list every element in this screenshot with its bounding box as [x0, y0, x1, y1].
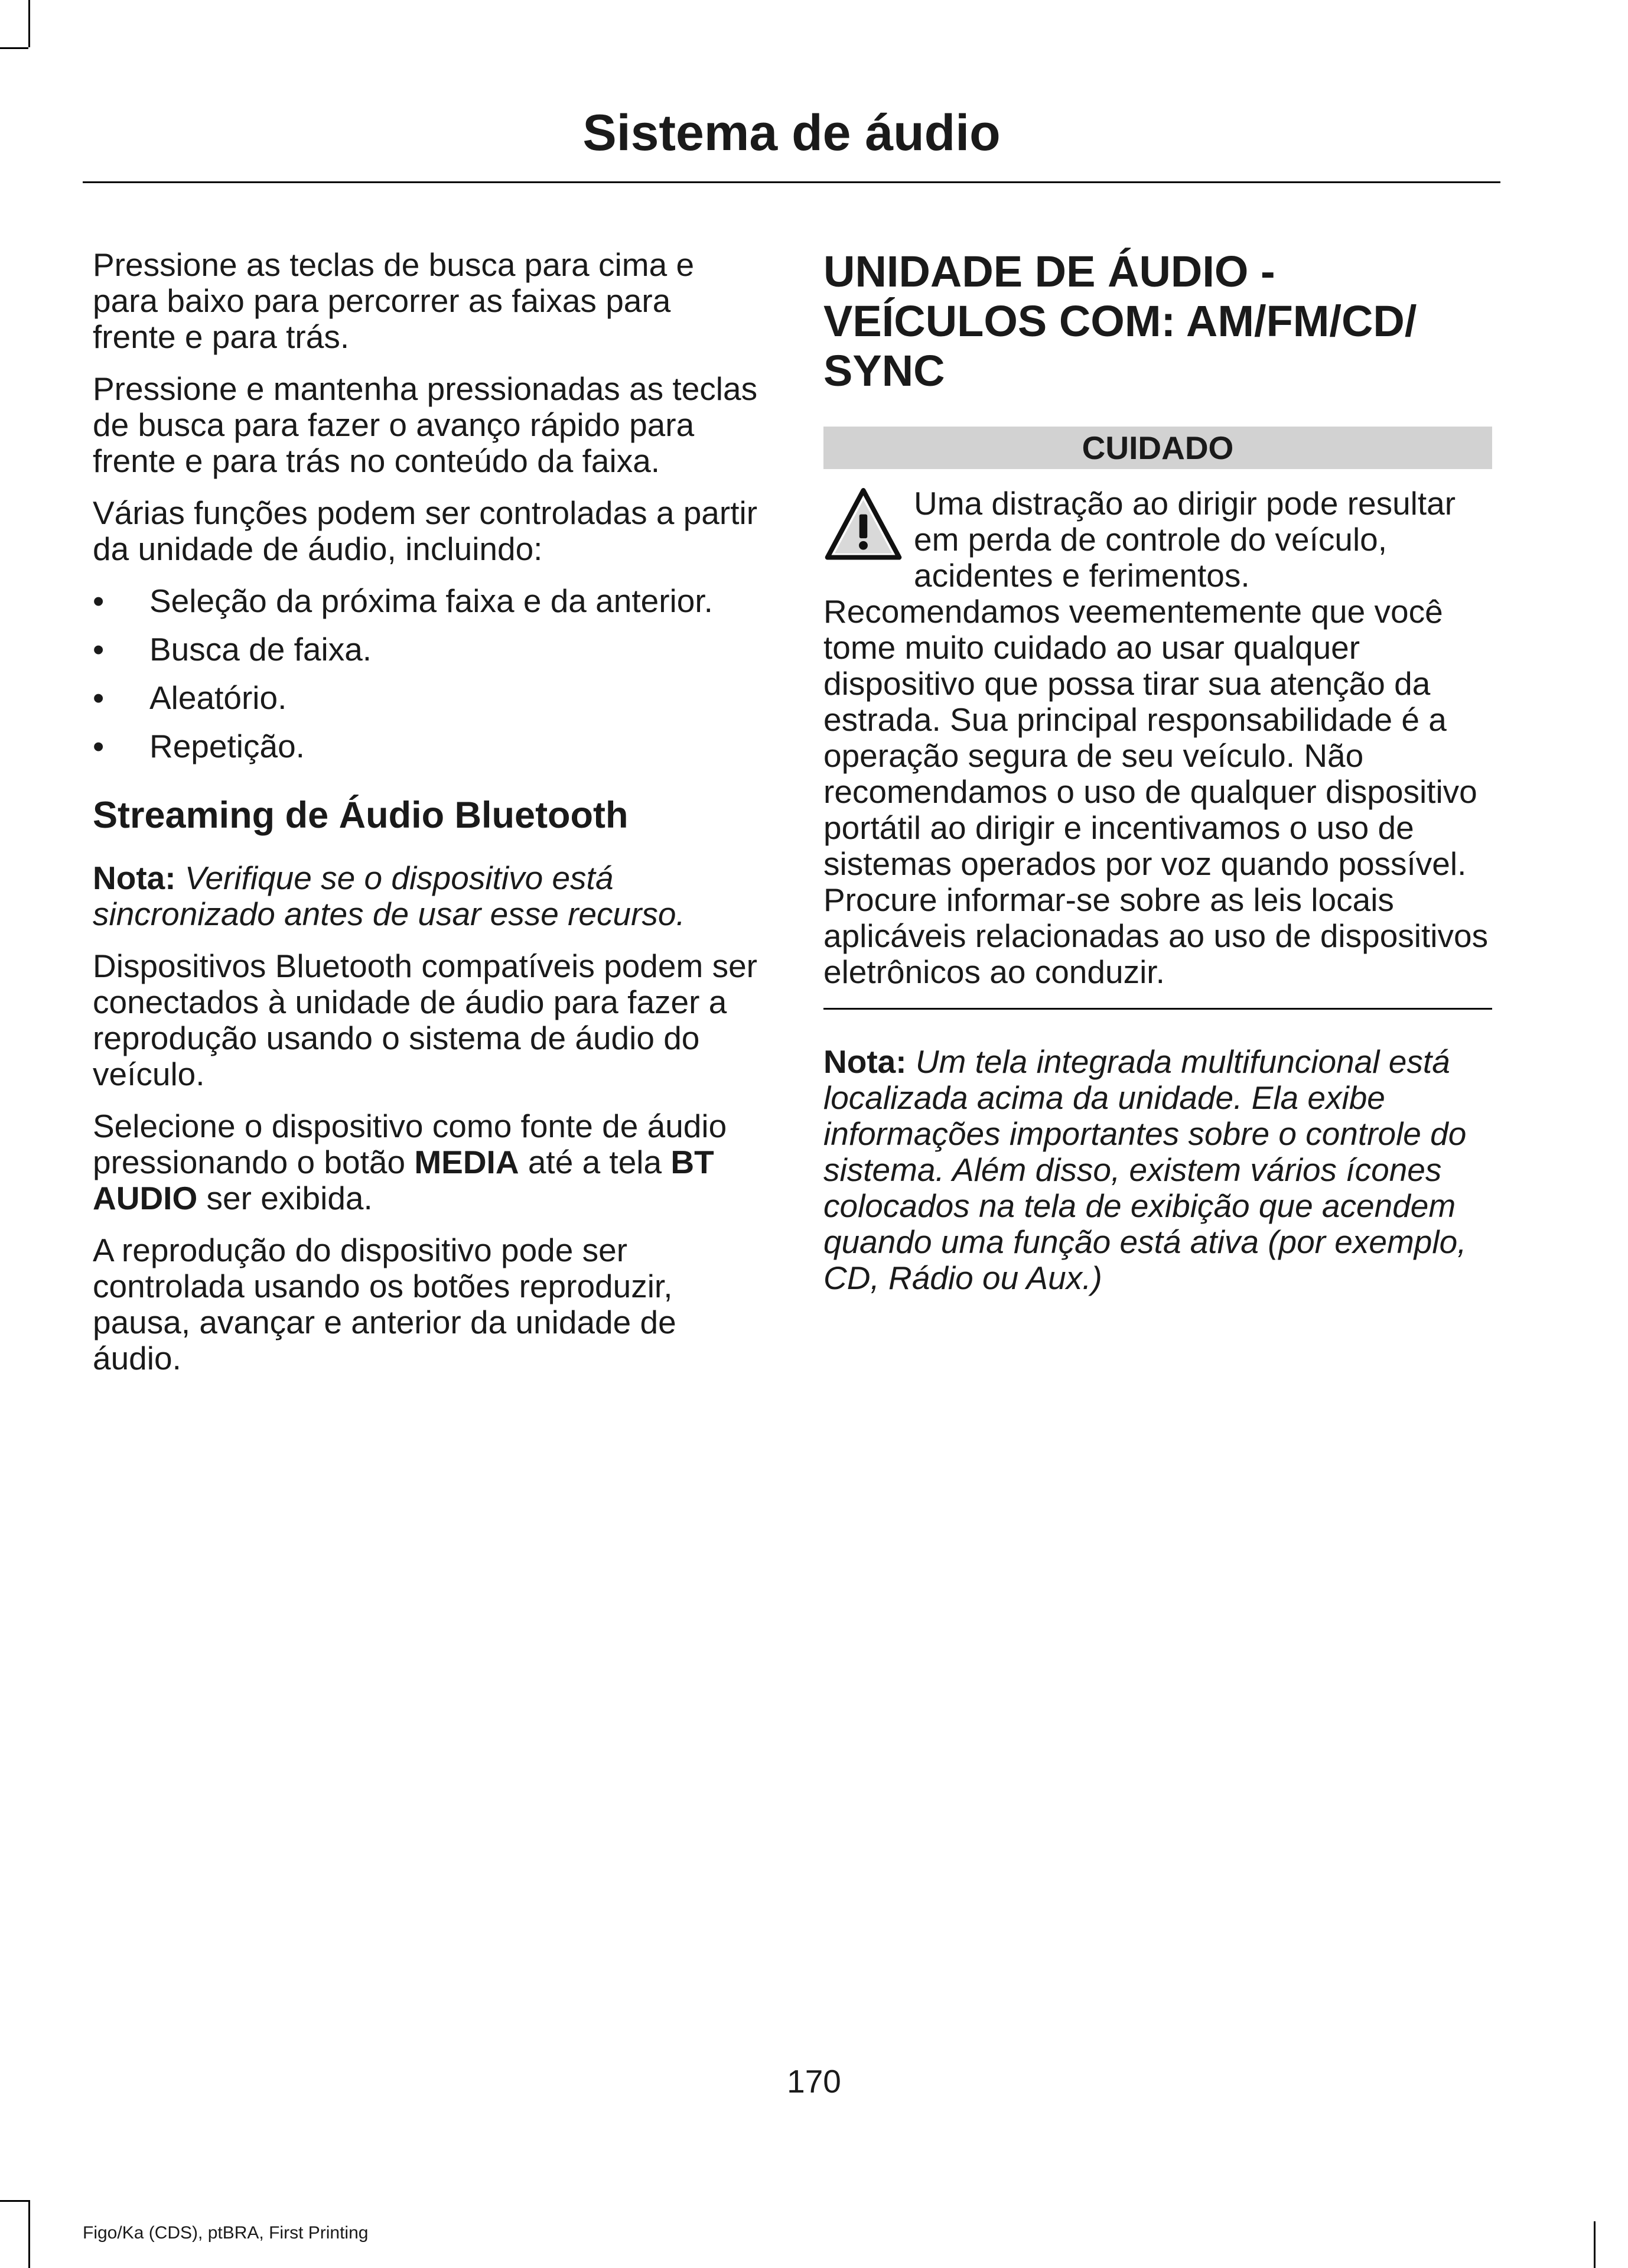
- crop-mark: [28, 0, 30, 47]
- note: [823, 1044, 1492, 1296]
- bullet: •: [93, 728, 105, 764]
- caution-text: Uma distração ao dirigir pode resultar em perda de controle do veículo, acidentes e ferimentos. Recomendamos veementemente que você tome muito cuidado ao usar qualquer dispositivo que possa tirar sua atenção da estrada. Sua principal responsabilidade é a operação segura de seu veículo. Não recomendamos o uso de qualquer dispositivo portátil ao dirigir e incentivamos o uso de sistemas operados por voz quando possível. Procure informar-se sobre as leis locais aplicáveis relacionadas ao uso de dispositivos eletrônicos ao conduzir.: [823, 485, 1489, 990]
- note-text: Um tela integrada multifuncional está localizada acima da unidade. Ela exibe informações importantes sobre o controle do sistema. Além disso, existem vários ícones colocados na tela de exibição que acendem quando uma função está ativa (por exemplo, CD, Rádio ou Aux.): [823, 1043, 1467, 1296]
- title-divider: [83, 181, 1500, 183]
- page-title: Sistema de áudio: [582, 105, 1001, 161]
- list-item: • Busca de faixa.: [93, 631, 372, 668]
- caution-header: CUIDADO: [823, 427, 1492, 469]
- note-label: Nota:: [93, 860, 176, 896]
- media-key-label: MEDIA: [414, 1144, 519, 1180]
- list-item: • Aleatório.: [93, 679, 287, 716]
- right-column: [823, 247, 1492, 1312]
- note-text: Verifique se o dispositivo está sincronizado antes de usar esse recurso.: [93, 860, 685, 932]
- paragraph: Selecione o dispositivo como fonte de áudio pressionando o botão MEDIA até a tela BT AUDIO ser exibida.: [93, 1108, 727, 1216]
- bullet: •: [93, 631, 105, 668]
- caution-divider: [823, 1008, 1492, 1010]
- paragraph: Dispositivos Bluetooth compatíveis podem ser conectados à unidade de áudio para fazer a reprodução usando o sistema de áudio do veículo.: [93, 948, 757, 1092]
- bullet: •: [93, 583, 105, 619]
- paragraph: Pressione as teclas de busca para cima e para baixo para percorrer as faixas para frente e para trás.: [93, 246, 695, 355]
- paragraph: Várias funções podem ser controladas a partir da unidade de áudio, incluindo:: [93, 494, 758, 567]
- note-label: Nota:: [823, 1043, 907, 1080]
- left-column: [93, 247, 761, 1392]
- warning-icon: [823, 486, 903, 565]
- function-list: [93, 583, 761, 764]
- note: [93, 860, 761, 932]
- section-heading: Streaming de Áudio Bluetooth: [93, 795, 629, 836]
- section-heading: UNIDADE DE ÁUDIO - VEÍCULOS COM: AM/FM/CD/ SYNC: [823, 247, 1417, 395]
- crop-mark: [0, 2200, 28, 2202]
- list-item: • Seleção da próxima faixa e da anterior.: [93, 583, 713, 619]
- edition-footer: Figo/Ka (CDS), ptBRA, First Printing: [83, 2223, 369, 2243]
- crop-mark: [0, 47, 28, 49]
- paragraph: A reprodução do dispositivo pode ser controlada usando os botões reproduzir, pausa, avançar e anterior da unidade de áudio.: [93, 1232, 676, 1377]
- bt-audio-label: BT AUDIO: [93, 1144, 714, 1216]
- caution-box: [823, 486, 1492, 990]
- list-item: • Repetição.: [93, 728, 305, 764]
- paragraph: Pressione e mantenha pressionadas as teclas de busca para fazer o avanço rápido para frente e para trás no conteúdo da faixa.: [93, 370, 758, 479]
- crop-mark: [1594, 2221, 1596, 2268]
- crop-mark: [28, 2200, 30, 2268]
- page-number: 170: [787, 2063, 841, 2100]
- bullet: •: [93, 679, 105, 716]
